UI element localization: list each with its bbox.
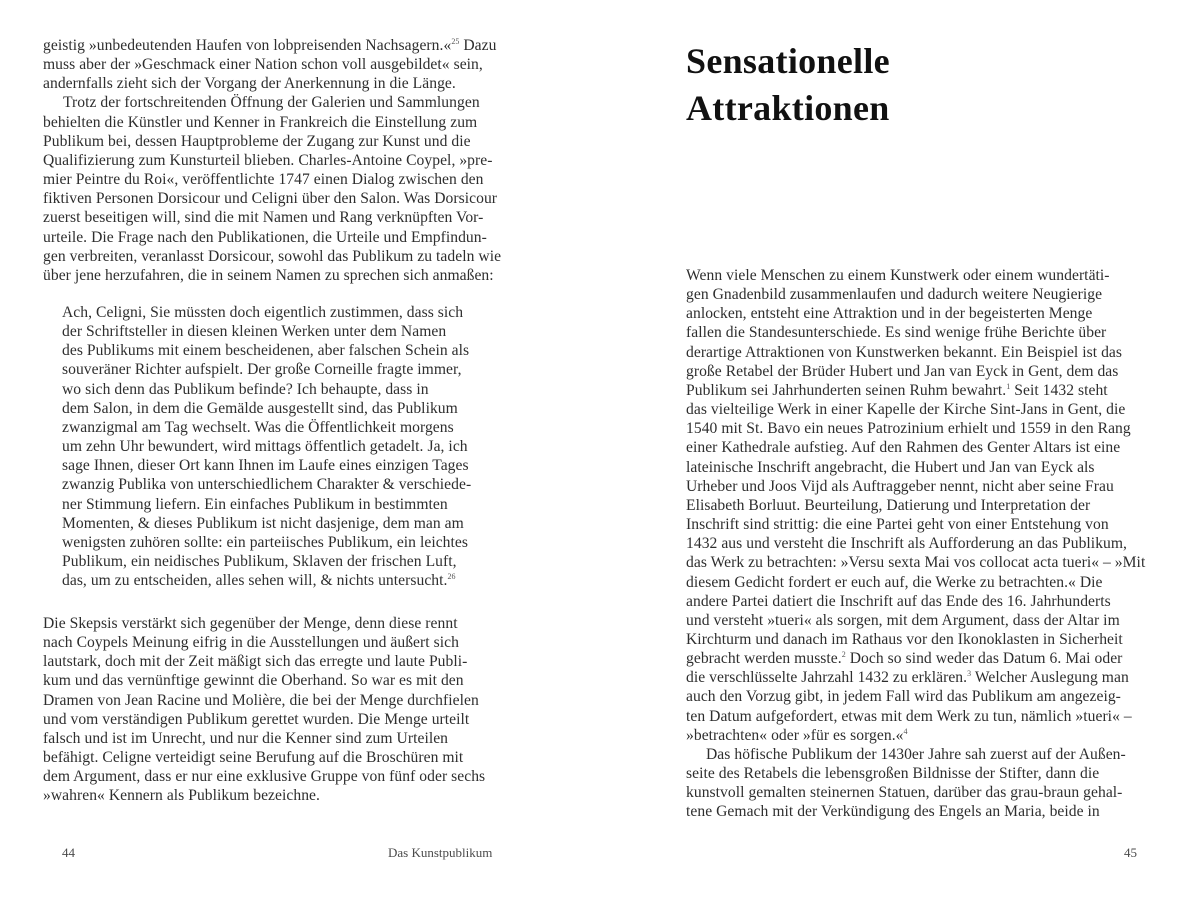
page-number-left: 44 [62,845,75,860]
paragraph-start: Trotz der fortschreitenden Öffnung der Galerien und Sammlungen [63,94,480,112]
footnote-ref[interactable]: 3 [967,669,972,679]
footnote-ref[interactable]: 4 [903,726,908,736]
footnote-ref[interactable]: 25 [451,37,460,46]
block-quote: Ach, Celigni, Sie müssten doch eigentlich zustimmen, dass sich der Schriftsteller in diesen kleinen Werken unter dem Namen des Publikums mit einem bescheidenen, aber falschen Schein als souveräner Richter aufspielt. Der große Corneille fragte immer, wo sich denn das Publikum befinde? Ich behaupte, dass in dem Salon, in dem die Gemälde ausgestellt sind, das Publikum zwanzigmal am Tag wechselt. Was die Öffentlichkeit morgens um zehn Uhr bewundert, wird mittags öffentlich getadelt. Ja, ich sage Ihnen, dieser Ort kann Ihnen im Laufe eines einzigen Tages zwanzig Publika von unterschiedlichem Charakter & verschiede- ner Stimmung liefern. Ein einfaches Publikum in bestimmten Momenten, & dieses Publikum ist nicht dasjenige, dem man am wenigsten zuhören sollte: ein parteiisches Publikum, ein leichtes Publikum, ein neidisches Publikum, Sklaven der frischen Luft, das, um zu entscheiden, alles sehen will, & nichts untersucht.$^{26}$ [62,304,472,590]
chapter-title: Sensationelle Attraktionen [686,41,890,128]
footnote-ref[interactable]: 1 [1006,381,1011,391]
footnote-ref[interactable]: 26 [447,572,456,582]
footnote-ref[interactable]: 2 [841,650,846,660]
left-body-text-continued: Die Skepsis verstärkt sich gegenüber der Menge, denn diese rennt nach Coypels Meinung eifrig in die Ausstellungen und äußert sich lautstark, doch mit der Zeit mäßigt sich das erregte und laute Publi- kum und das vernünftige gewinnt die Oberhand. So war es mit den Dramen von Jean Racine und Molière, die bei der Menge durchfielen und vom verständigen Publikum gerettet wurden. Die Menge urteilt falsch und ist im Unrecht, und nur die Kenner sind zum Urteilen befähigt. Celigne verteidigt seine Berufung auf die Broschüren mit dem Argument, dass er nur eine exklusive Gruppe von fünf oder sechs »wahren« Kennern als Publikum bezeichne. [43,615,486,805]
page-number-right: 45 [1124,845,1137,860]
running-head: Das Kunstpublikum [388,845,493,860]
right-body-text: Wenn viele Menschen zu einem Kunstwerk oder einem wundertäti- gen Gnadenbild zusammenlaufen und dadurch weitere Neugierige anlocken, entsteht eine Attraktion und in der begeisterten Menge fallen die Standesunterschiede. Es sind wenige frühe Berichte über derartige Attraktionen von Kunstwerken bekannt. Ein Beispiel ist das große Retabel der Brüder Hubert und Jan van Eyck in Gent, dem das Publikum sei Jahrhunderten seinen Ruhm bewahrt.$^1$ Seit 1432 steht das vielteilige Werk in einer Kapelle der Kirche Sint-Jans in Gent, die 1540 mit St. Bavo ein neues Patrozinium erhielt und 1559 in den Rang einer Kathedrale aufstieg. Auf den Rahmen des Genter Altars ist eine lateinische Inschrift angebracht, die Hubert und Jan van Eyck als Urheber und Joos Vijd als Auftraggeber nennt, nicht aber seine Frau Elisabeth Borluut. Beurteilung, Datierung und Interpretation der Inschrift sind strittig: die eine Partei geht von einer Entstehung von 1432 aus und versteht die Inschrift als Aufforderung an das Publikum, das Werk zu betrachten: »Versu sexta Mai vos collocat acta tueri« – »Mit diesem Gedicht fordert er euch auf, die Werke zu betrachten.« Die andere Partei datiert die Inschrift auf das Ende des 16. Jahrhunderts und versteht »tueri« als sorgen, mit dem Argument, dass der Altar im Kirchturm und danach im Rathaus vor den Ikonoklasten in Sicherheit gebracht werden musste.$^2$ Doch so sind weder das Datum 6. Mai oder die verschlüsselte Jahrzahl 1432 zu erklären.$^3$ Welcher Auslegung man auch den Vorzug gibt, in jedem Fall wird das Publikum am angezeig- ten Datum aufgefordert, etwas mit dem Werk zu tun, nämlich »tueri« – »betrachten« oder »für es sorgen.«$^4$ Das höfische Publikum der 1430er Jahre sah zuerst auf der Außen- seite des Retabels die lebensgroßen Bildnisse der Stifter, dann die kunstvoll gemalten steinernen Statuen, darüber das grau-braun gehal- tene Gemach mit der Verkündigung des Engels an Maria, beide in [686,266,1166,822]
paragraph-start: Das höfische Publikum der 1430er Jahre sah zuerst auf der Außen- [706,745,1126,763]
left-body-text: geistig »unbedeutenden Haufen von lobpreisenden Nachsagern.«$^{25}$ Dazu muss aber der »Geschmack einer Nation schon voll ausgebildet« sein, andernfalls zieht sich der Vorgang der Anerkennung in die Länge. Trotz der fortschreitenden Öffnung der Galerien und Sammlungen behielten die Künstler und Kenner in Frankreich die Einstellung zum Publikum bei, dessen Hauptprobleme der Zugang zur Kunst und die Qualifizierung zum Kunsturteil blieben. Charles-Antoine Coypel, »pre- mier Peintre du Roi«, veröffentlichte 1747 einen Dialog zwischen den fiktiven Personen Dorsicour und Celigni über den Salon. Was Dorsicour zuerst beseitigen will, sind die mit Namen und Rang verknüpften Vor- urteile. Die Frage nach den Publikationen, die Urteile und Empfindun- gen verbreiten, veranlasst Dorsicour, sowohl das Publikum zu tadeln wie über jene herzufahren, die in seinem Namen zu sprechen sich anmaßen: [43,36,523,285]
